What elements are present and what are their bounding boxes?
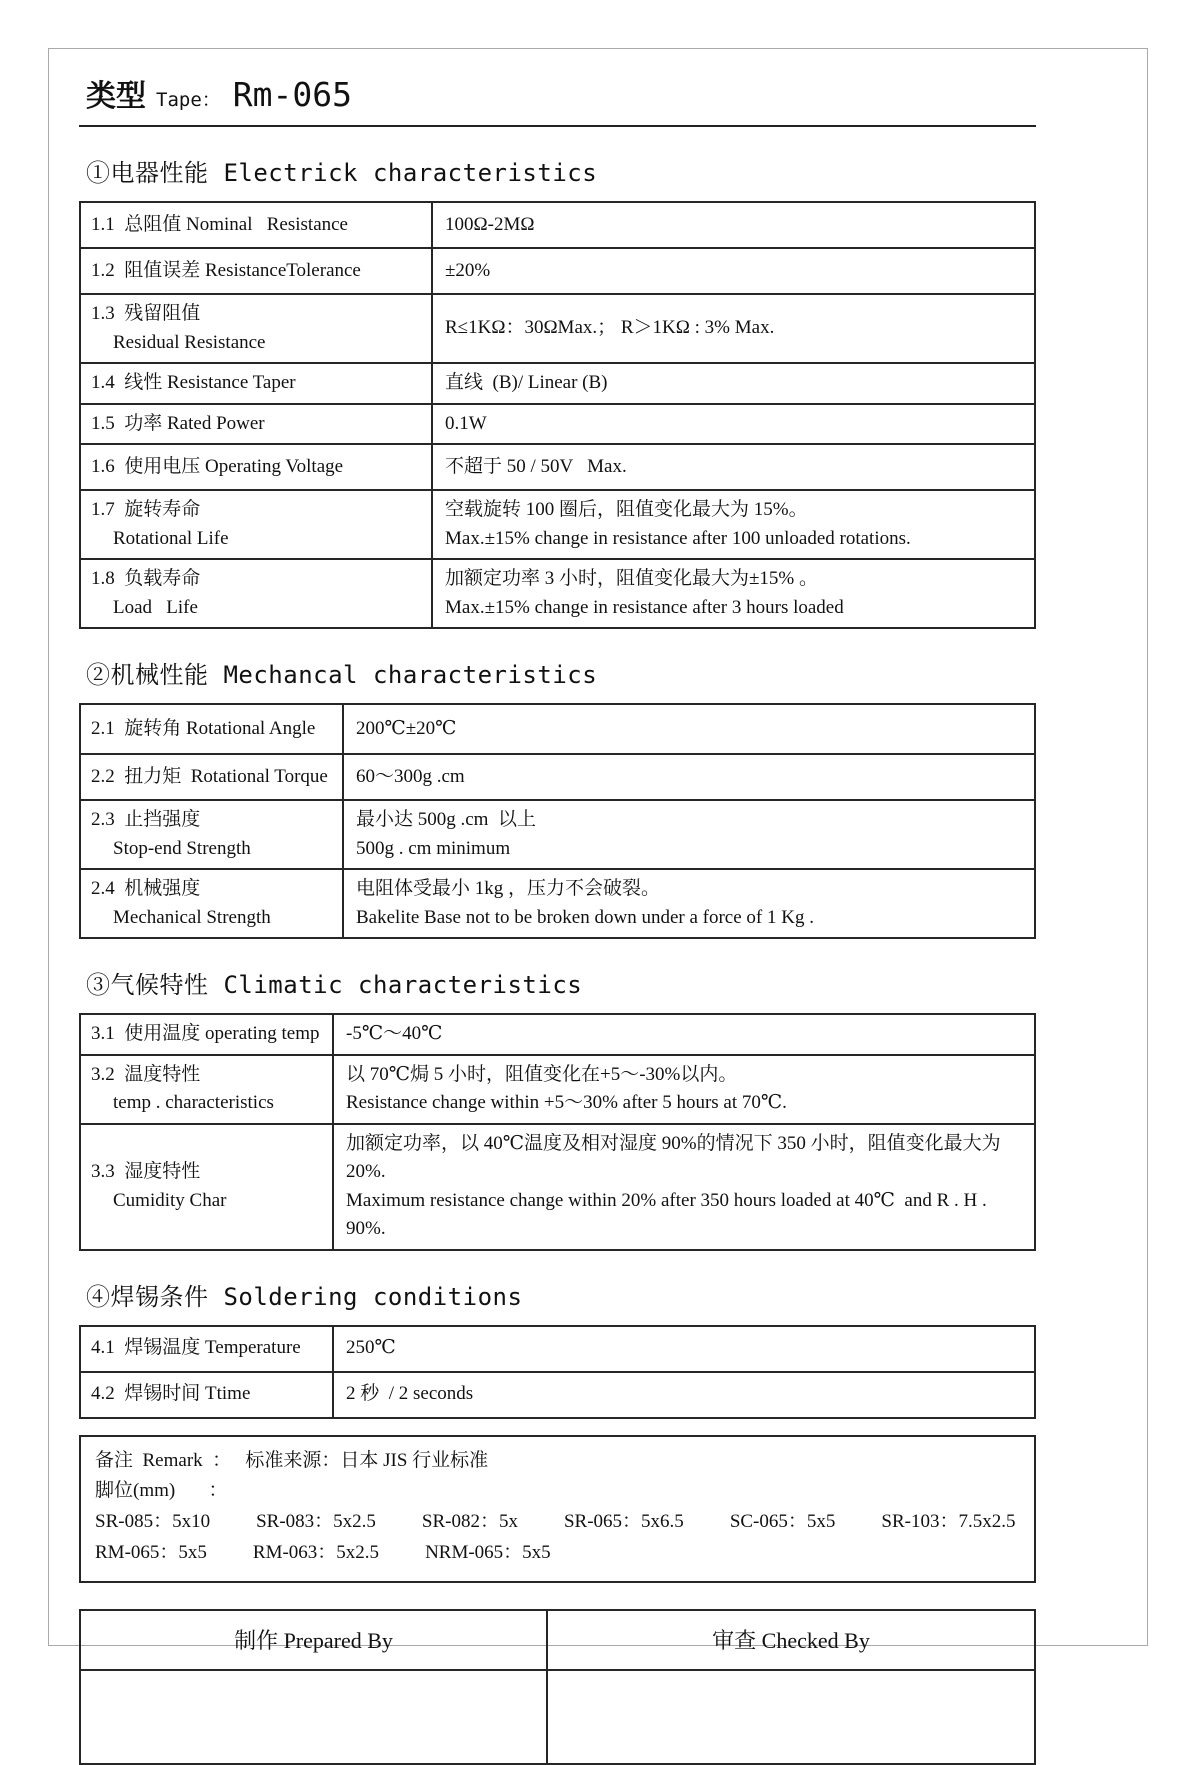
table-row — [81, 362, 1034, 403]
row-label: 3.3 湿度特性 — [91, 1161, 201, 1182]
row-label: 3.2 温度特性 — [91, 1063, 201, 1085]
row-label-en: Load Life — [113, 596, 198, 618]
section-heading-soldering: ④焊锡条件 Soldering conditions — [86, 1282, 523, 1311]
table-row — [81, 1371, 1034, 1417]
mechanical-table — [79, 703, 1036, 939]
prepared-by-label: 制作 Prepared By — [81, 1611, 548, 1669]
row-value-en: Bakelite Base not to be broken down under a force of 1 Kg . — [356, 906, 814, 928]
row-value: 不超于 50 / 50V Max. — [445, 455, 627, 477]
pin-size-list — [95, 1538, 1020, 1569]
row-value: 加额定功率，以 40℃温度及相对湿度 90%的情况下 350 小时，阻值变化最大为 — [346, 1132, 1001, 1154]
row-value-en: 500g . cm minimum — [356, 837, 511, 859]
section-heading-electric: ①电器性能 Electrick characteristics — [86, 159, 598, 187]
row-value: R≤1KΩ：30ΩMax.； R＞1KΩ : 3% Max. — [445, 317, 775, 339]
table-row — [81, 403, 1034, 444]
row-label: 2.4 机械强度 — [91, 878, 201, 899]
row-label-en: temp . characteristics — [113, 1092, 274, 1113]
pin-size: NRM-065：5x5 — [425, 1541, 551, 1563]
row-label-en: Cumidity Char — [113, 1189, 227, 1211]
row-label: 1.8 负载寿命 — [91, 568, 201, 589]
row-value: 20%. — [346, 1161, 386, 1182]
pin-size: SC-065：5x5 — [729, 1511, 836, 1533]
row-value: 2 秒 / 2 seconds — [346, 1383, 474, 1405]
pin-size: SR-065：5x6.5 — [563, 1511, 684, 1533]
checked-by-signature-cell — [548, 1671, 1034, 1763]
table-row — [81, 1054, 1034, 1123]
row-label: 4.1 焊锡温度 Temperature — [91, 1337, 301, 1359]
prepared-by-signature-cell — [81, 1671, 548, 1763]
row-value-en: Max.±15% change in resistance after 100 unloaded rotations. — [445, 527, 911, 549]
pin-size-list — [95, 1507, 1020, 1538]
row-value: 空载旋转 100 圈后，阻值变化最大为 15%。 — [445, 499, 808, 520]
title-tape-label: Tape： — [156, 89, 221, 111]
row-value: -5℃～40℃ — [346, 1023, 443, 1044]
row-label: 4.2 焊锡时间 Ttime — [91, 1383, 251, 1405]
row-label-en: Residual Resistance — [113, 331, 266, 353]
table-row — [81, 1327, 1034, 1371]
row-label: 1.7 旋转寿命 — [91, 499, 201, 520]
row-value-en: Resistance change within +5～30% after 5 hours at 70℃. — [346, 1092, 787, 1113]
table-row — [81, 489, 1034, 558]
row-label-en: Stop-end Strength — [113, 837, 251, 859]
pin-size: SR-103：7.5x2.5 — [881, 1511, 1016, 1533]
row-value-en: 90%. — [346, 1218, 386, 1239]
table-row — [81, 868, 1034, 937]
row-label: 1.1 总阻值 Nominal Resistance — [91, 213, 348, 235]
table-row — [81, 705, 1034, 753]
pin-size: SR-082：5x — [421, 1511, 518, 1533]
table-row — [81, 753, 1034, 799]
row-label: 2.2 扭力矩 Rotational Torque — [91, 765, 328, 787]
row-label: 1.5 功率 Rated Power — [91, 412, 265, 434]
title-underline — [79, 125, 1036, 127]
row-value: 直线 (B)/ Linear (B) — [445, 372, 608, 393]
row-value: 以 70℃焗 5 小时，阻值变化在+5～-30%以内。 — [346, 1063, 738, 1085]
row-label: 2.3 止挡强度 — [91, 809, 201, 830]
row-value-en: Max.±15% change in resistance after 3 hours loaded — [445, 596, 844, 618]
climatic-table — [79, 1013, 1036, 1251]
remark-pin-label: 脚位(mm) ： — [95, 1480, 228, 1502]
pin-size: SR-083：5x2.5 — [256, 1511, 376, 1533]
table-row — [81, 799, 1034, 868]
pin-size: SR-085：5x10 — [95, 1511, 211, 1533]
row-value: 200℃±20℃ — [356, 717, 457, 739]
section-heading-climatic: ③气候特性 Climatic characteristics — [86, 971, 583, 999]
row-value: 100Ω-2MΩ — [445, 213, 535, 235]
row-value: 0.1W — [445, 412, 487, 434]
row-value-en: Maximum resistance change within 20% after 350 hours loaded at 40℃ and R . H . — [346, 1189, 987, 1211]
signature-header-row — [81, 1611, 1034, 1669]
remark-source: 备注 Remark ： 标准来源：日本 JIS 行业标准 — [95, 1449, 489, 1471]
row-label: 1.2 阻值误差 ResistanceTolerance — [91, 259, 361, 281]
signature-table — [79, 1609, 1036, 1765]
signature-blank-row — [81, 1669, 1034, 1763]
remark-box — [79, 1435, 1036, 1583]
row-label-en: Mechanical Strength — [113, 906, 271, 928]
table-row — [81, 203, 1034, 247]
table-row — [81, 1015, 1034, 1054]
checked-by-label: 审查 Checked By — [712, 1628, 870, 1654]
row-label: 1.4 线性 Resistance Taper — [91, 372, 296, 393]
title-model: Rm-065 — [232, 75, 352, 114]
pin-size: RM-065：5x5 — [95, 1541, 207, 1563]
row-value: 250℃ — [346, 1337, 396, 1359]
table-row — [81, 247, 1034, 293]
row-value: 最小达 500g .cm 以上 — [356, 809, 536, 830]
table-row — [81, 1123, 1034, 1249]
row-label: 2.1 旋转角 Rotational Angle — [91, 717, 316, 739]
row-value: 60～300g .cm — [356, 765, 465, 787]
document-content — [79, 49, 1036, 1765]
pin-size: RM-063：5x2.5 — [252, 1541, 380, 1563]
row-value: ±20% — [445, 259, 491, 281]
table-row — [81, 443, 1034, 489]
table-row — [81, 558, 1034, 627]
soldering-table — [79, 1325, 1036, 1419]
row-label: 3.1 使用温度 operating temp — [91, 1023, 320, 1044]
page-border — [48, 48, 1148, 1654]
row-value: 电阻体受最小 1kg ，压力不会破裂。 — [356, 878, 661, 899]
row-value: 加额定功率 3 小时，阻值变化最大为±15% 。 — [445, 568, 819, 589]
row-label-en: Rotational Life — [113, 527, 229, 549]
doc-title — [79, 71, 1036, 115]
row-label: 1.6 使用电压 Operating Voltage — [91, 455, 344, 477]
section-heading-mechanical: ②机械性能 Mechancal characteristics — [86, 661, 598, 689]
row-label: 1.3 残留阻值 — [91, 303, 201, 324]
electric-table — [79, 201, 1036, 629]
table-row — [81, 293, 1034, 362]
title-type-zh: 类型 — [86, 79, 146, 114]
